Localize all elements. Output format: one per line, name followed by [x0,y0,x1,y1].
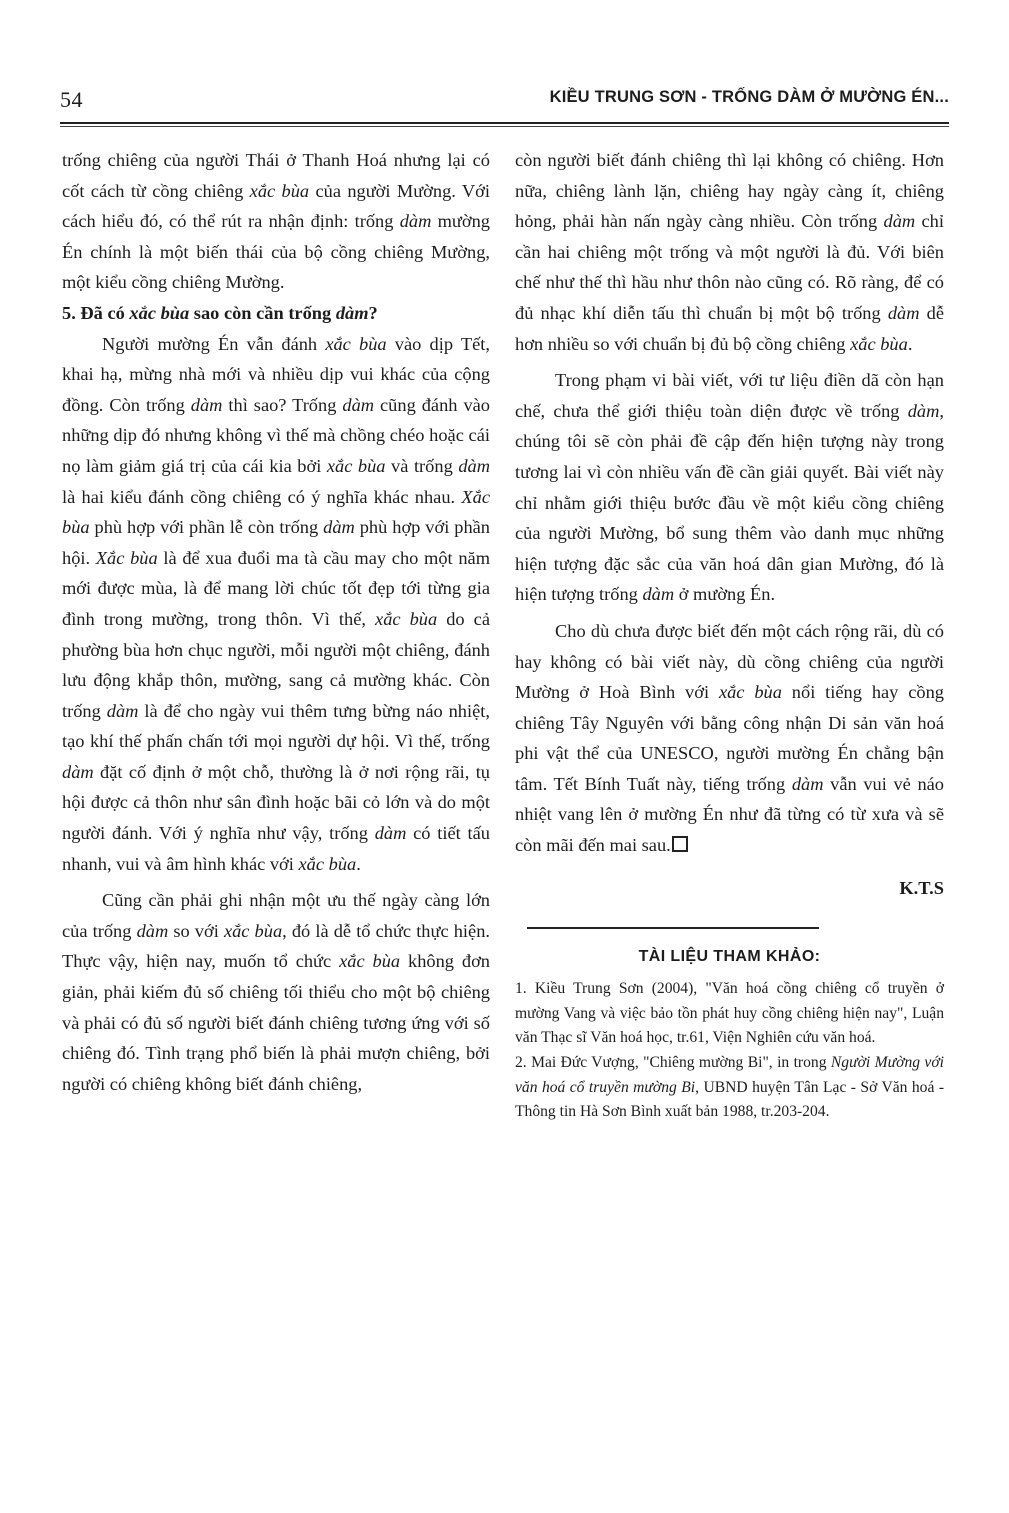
italic-term: dàm [399,211,432,232]
italic-term: dàm [335,302,369,323]
italic-term: xắc bùa [223,920,283,941]
italic-term: dàm [190,394,223,415]
page-header [60,84,949,120]
italic-term: xắc bùa [339,951,401,972]
paragraph: trống chiêng của người Thái ở Thanh Hoá nhưng lại có cốt cách từ cồng chiêng xắc bùa của người Mường. Với cách hiểu đó, có thể rút ra nhận định: trống dàm mường Én chính là một biến thái của bộ cồng chiêng Mường, một kiểu cồng chiêng Mường. [62,150,490,293]
italic-term: dàm [883,211,916,232]
italic-term: dàm [136,920,169,941]
italic-term: xắc bùa [298,853,357,874]
italic-term: dàm [642,584,675,605]
italic-term: Xắc bùa [62,486,490,538]
italic-term: xắc bùa [129,302,190,323]
end-of-article-mark [672,836,688,852]
italic-term: dàm [62,761,94,782]
italic-term: dàm [342,394,375,415]
italic-term: dàm [323,517,355,538]
left-column [62,145,490,1099]
italic-term: dàm [887,302,920,323]
paragraph: Trong phạm vi bài viết, với tư liệu điền dã còn hạn chế, chưa thể giới thiệu toàn diện được về trống dàm, chúng tôi sẽ còn phải đề cập đến hiện tượng này trong tương lai vì còn nhiều vấn đề cần giải quyết. Bài viết này chỉ nhằm giới thiệu bước đầu về một kiểu cồng chiêng của người Mường, bổ sung thêm vào danh mục những hiện tượng đặc sắc của văn hoá dân gian Mường, đó là hiện tượng trống dàm ở mường Én. [515,370,944,605]
italic-term: xắc bùa [375,608,438,629]
references-rule [527,927,819,929]
italic-term: Người Mường với văn hoá cổ truyền mường Bi [515,1054,944,1096]
italic-term: xắc bùa [326,455,386,476]
italic-term: dàm [907,400,940,421]
reference-item: 1. Kiều Trung Sơn (2004), "Văn hoá cồng chiêng cổ truyền ở mường Vang và việc bảo tồn phát huy cồng chiêng hiện nay", Luận văn Thạc sĩ Văn hoá học, tr.61, Viện Nghiên cứu văn hoá. [515,980,944,1047]
italic-term: dàm [106,700,139,721]
paragraph: còn người biết đánh chiêng thì lại không có chiêng. Hơn nữa, chiêng lành lặn, chiêng hay ngày càng ít, chiêng hỏng, phải hàn nấn ngày càng nhiều. Còn trống dàm chỉ cần hai chiêng một trống và một người là đủ. Với biên chế như thế thì hầu như thôn nào cũng có. Rõ ràng, để có đủ nhạc khí diễn tấu thì chuẩn bị một bộ trống dàm dễ hơn nhiều so với chuẩn bị đủ bộ cồng chiêng xắc bùa. [515,150,944,354]
italic-term: xắc bùa [325,333,387,354]
references-title: TÀI LIỆU THAM KHẢO: [638,948,821,966]
right-column [515,145,944,1125]
section-heading: 5. Đã có xắc bùa sao còn cần trống dàm? [62,302,378,323]
paragraph: Cũng cần phải ghi nhận một ưu thế ngày càng lớn của trống dàm so với xắc bùa, đó là dễ tổ chức thực hiện. Thực vậy, hiện nay, muốn tổ chức xắc bùa không đơn giản, phải kiếm đủ số chiêng tối thiểu cho một bộ chiêng và phải có đủ số người biết đánh chiêng tương ứng với số chiêng đó. Tình trạng phổ biến là phải mượn chiêng, bởi người có chiêng không biết đánh chiêng, [62,890,490,1094]
running-head: KIỀU TRUNG SƠN - TRỐNG DÀM Ở MƯỜNG ÉN... [549,88,949,106]
italic-term: xắc bùa [850,333,908,354]
italic-term: dàm [458,455,490,476]
paragraph: Người mường Én vẫn đánh xắc bùa vào dịp Tết, khai hạ, mừng nhà mới và nhiều dịp vui khác của cộng đồng. Còn trống dàm thì sao? Trống dàm cũng đánh vào những dịp đó nhưng không vì thế mà chồng chéo hoặc cái nọ làm giảm giá trị của cái kia bởi xắc bùa và trống dàm là hai kiểu đánh cồng chiêng có ý nghĩa khác nhau. Xắc bùa phù hợp với phần lễ còn trống dàm phù hợp với phần hội. Xắc bùa là để xua đuổi ma tà cầu may cho một năm mới được mùa, là để mang lời chúc tốt đẹp tới từng gia đình trong mường, trong thôn. Vì thế, xắc bùa do cả phường bùa hơn chục người, mỗi người một chiêng, đánh lưu động khắp thôn, mường, sang cả mường khác. Còn trống dàm là để cho ngày vui thêm tưng bừng náo nhiệt, tạo khí thế phấn chấn tới mọi người dự hội. Vì thế, trống dàm đặt cố định ở một chỗ, thường là ở nơi rộng rãi, tụ hội được cả thôn như sân đình hoặc bãi cỏ lớn và do một người đánh. Với ý nghĩa như vậy, trống dàm có tiết tấu nhanh, vui và âm hình khác với xắc bùa. [62,333,491,874]
italic-term: xắc bùa [718,682,782,703]
header-rule [60,122,949,124]
italic-term: Xắc bùa [95,547,158,568]
reference-item: 2. Mai Đức Vượng, "Chiêng mường Bi", in trong Người Mường với văn hoá cổ truyền mường Bi, UBND huyện Tân Lạc - Sở Văn hoá - Thông tin Hà Sơn Bình xuất bản 1988, tr.203-204. [515,1054,945,1121]
paragraph-final: Cho dù chưa được biết đến một cách rộng rãi, dù có hay không có bài viết này, dù cồng chiêng của người Mường ở Hoà Bình với xắc bùa nổi tiếng hay cồng chiêng Tây Nguyên với bằng công nhận Di sản văn hoá phi vật thể của UNESCO, người mường Én chẳng bận tâm. Tết Bính Tuất này, tiếng trống dàm vẫn vui vẻ náo nhiệt vang lên ở mường Én như đã từng có từ xưa và sẽ còn mãi đến mai sau. [515,620,944,856]
italic-term: dàm [374,823,407,844]
italic-term: dàm [791,773,824,794]
page-number: 54 [60,87,83,112]
italic-term: xắc bùa [249,180,310,201]
author-signature: K.T.S [899,877,944,898]
header-rule-thin [60,126,949,127]
